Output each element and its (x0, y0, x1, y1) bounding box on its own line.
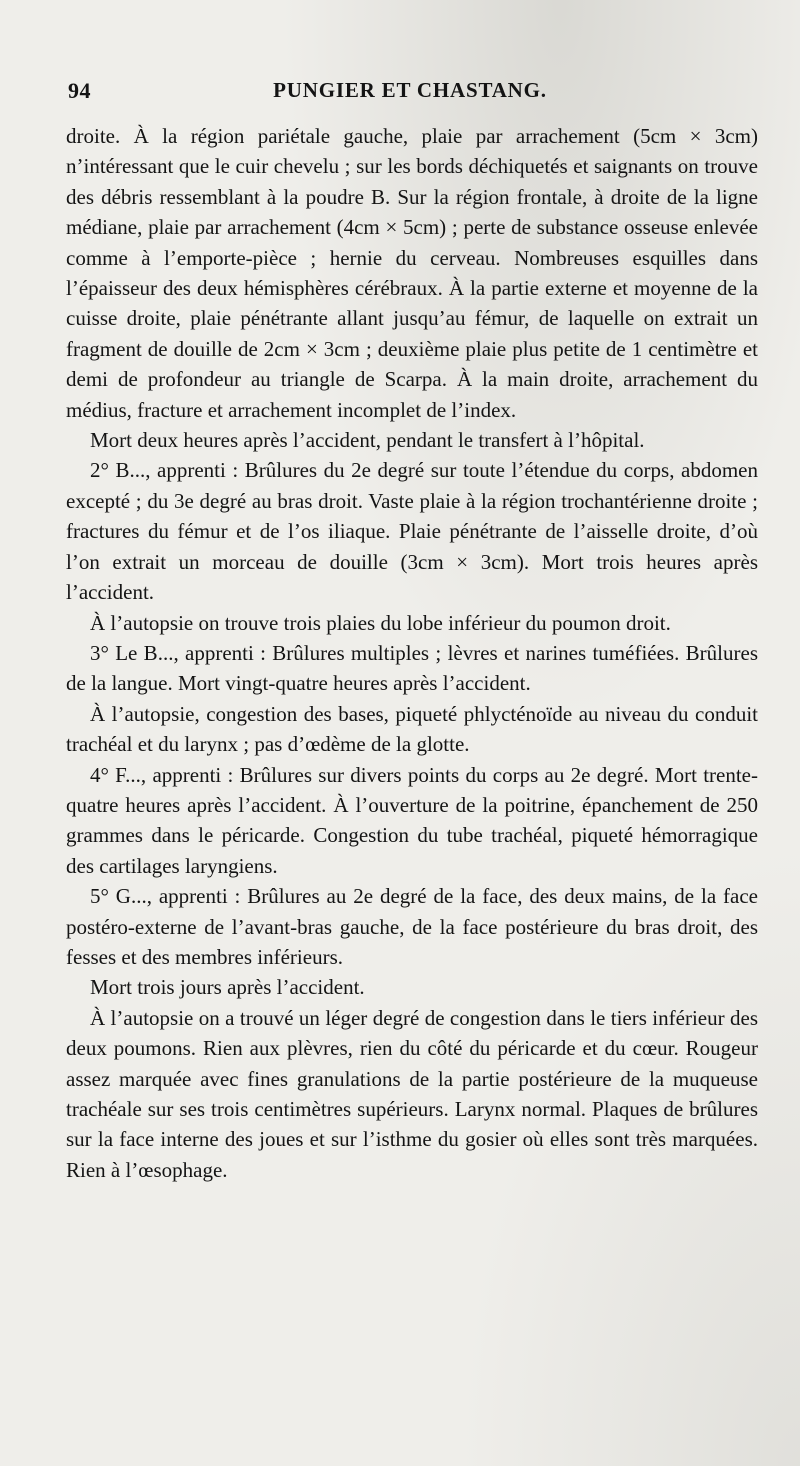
paragraph-case-5-autopsy: À l’autopsie on a trouvé un léger degré de congestion dans le tiers inférieur des deux poumons. Rien aux plèvres, rien du côté du péricarde et du cœur. Rougeur assez marquée avec fines granulations de la partie postérieure de la muqueuse trachéale sur ses trois centimètres supérieurs. Larynx normal. Plaques de brûlures sur la face interne des joues et sur l’isthme du gosier où elles sont très marquées. Rien à l’œsophage. (66, 1005, 758, 1182)
paragraph-case-4: 4° F..., apprenti : Brûlures sur divers points du corps au 2e degré. Mort trente-quatre heures après l’accident. À l’ouverture de la poitrine, épanchement de 250 grammes dans le péricarde. Congestion du tube trachéal, piqueté hémorragique des cartilages laryngiens. (66, 762, 758, 878)
paragraph-case-3: 3° Le B..., apprenti : Brûlures multiples ; lèvres et narines tuméfiées. Brûlures de la langue. Mort vingt-quatre heures après l’accident. (66, 640, 758, 696)
paragraph-case-2-autopsy: À l’autopsie on trouve trois plaies du lobe inférieur du poumon droit. (90, 610, 671, 635)
paragraph-case-3-autopsy: À l’autopsie, congestion des bases, piqueté phlycténoïde au niveau du conduit trachéal et du larynx ; pas d’œdème de la glotte. (66, 701, 758, 757)
page-number: 94 (68, 78, 91, 103)
page-header (60, 78, 760, 112)
paragraph-case-1-continued: droite. À la région pariétale gauche, plaie par arrachement (5cm × 3cm) n’intéressant que le cuir chevelu ; sur les bords déchiquetés et saignants on trouve des débris ressemblant à la poudre B. Sur la région frontale, à droite de la ligne médiane, plaie par arrachement (4cm × 5cm) ; perte de substance osseuse enlevée comme à l’emporte-pièce ; hernie du cerveau. Nombreuses esquilles dans l’épaisseur des deux hémisphères cérébraux. À la partie externe et moyenne de la cuisse droite, plaie pénétrante allant jusqu’au fémur, de laquelle on extrait un fragment de douille de 2cm × 3cm ; deuxième plaie plus petite de 1 centimètre et demi de profondeur au triangle de Scarpa. À la main droite, arrachement du médius, fracture et arrachement incomplet de l’index. (66, 124, 758, 422)
paragraph-case-5: 5° G..., apprenti : Brûlures au 2e degré de la face, des deux mains, de la face postéro-externe de l’avant-bras gauche, de la face postérieure du bras droit, des fesses et des membres inférieurs. (66, 884, 758, 969)
paragraph-case-1-death: Mort deux heures après l’accident, pendant le transfert à l’hôpital. (90, 428, 645, 453)
body-text (66, 121, 758, 1185)
paragraph-case-2: 2° B..., apprenti : Brûlures du 2e degré sur toute l’étendue du corps, abdomen excepté ; du 3e degré au bras droit. Vaste plaie à la région trochantérienne droite ; fractures du fémur et de l’os iliaque. Plaie pénétrante de l’aisselle droite, d’où l’on extrait un morceau de douille (3cm × 3cm). Mort trois heures après l’accident. (66, 458, 758, 605)
paragraph-case-5-death: Mort trois jours après l’accident. (90, 975, 365, 1000)
running-head: PUNGIER ET CHASTANG. (273, 78, 547, 102)
